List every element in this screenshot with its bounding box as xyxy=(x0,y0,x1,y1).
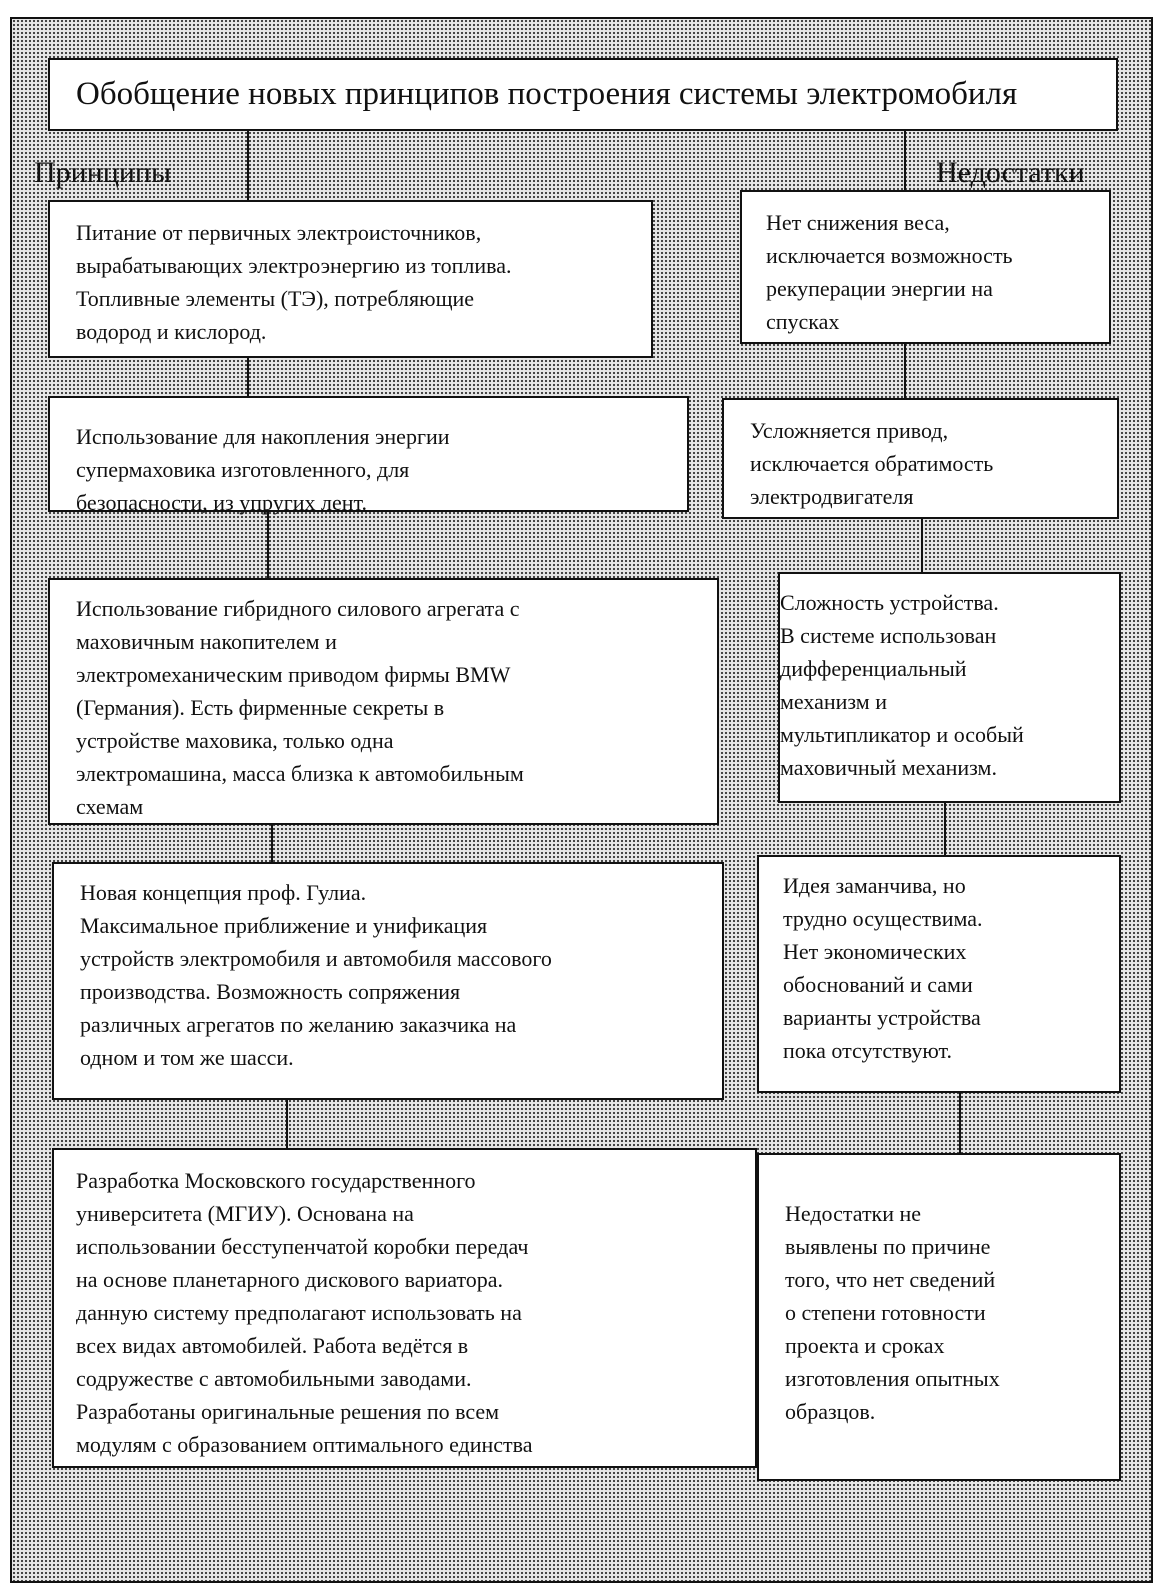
connector xyxy=(286,1098,288,1150)
connector xyxy=(904,130,906,192)
connector xyxy=(247,130,249,202)
drawback-box-3: Сложность устройства. В системе использован дифференциальный механизм и мультипликатор и особый маховичный механизм. xyxy=(778,572,1121,803)
drawback-box-1: Нет снижения веса, исключается возможность рекуперации энергии на спусках xyxy=(740,190,1111,344)
drawback-box-5: Недостатки не выявлены по причине того, что нет сведений о степени готовности проекта и сроках изготовления опытных образцов. xyxy=(757,1153,1121,1481)
connector xyxy=(921,517,923,574)
connector xyxy=(247,356,249,398)
connector xyxy=(959,1091,961,1155)
principle-box-1: Питание от первичных электроисточников, вырабатывающих электроэнергию из топлива. Топливные элементы (ТЭ), потребляющие водород и кислород. xyxy=(48,200,653,358)
drawback-box-4: Идея заманчива, но трудно осуществима. Нет экономических обоснований и сами варианты устройства пока отсутствуют. xyxy=(757,855,1121,1093)
connector xyxy=(944,801,946,857)
drawback-box-2: Усложняется привод, исключается обратимость электродвигателя xyxy=(722,398,1119,519)
connector xyxy=(271,823,273,864)
drawbacks-label: Недостатки xyxy=(936,156,1085,189)
principle-box-5: Разработка Московского государственного университета (МГИУ). Основана на использовании бесступенчатой коробки передач на основе планетарного дискового вариатора. данную систему предполагают использовать на всех видах автомобилей. Работа ведётся в содружестве с автомобильными заводами. Разработаны оригинальные решения по всем модулям с образованием оптимального единства xyxy=(52,1148,757,1468)
principle-box-2: Использование для накопления энергии супермаховика изготовленного, для безопасности, из упругих лент. xyxy=(48,396,689,512)
connector xyxy=(904,342,906,400)
principle-box-3: Использование гибридного силового агрегата с маховичным накопителем и электромеханическим приводом фирмы BMW (Германия). Есть фирменные секреты в устройстве маховика, только одна электромашина, масса близка к автомобильным схемам xyxy=(48,578,719,825)
principle-box-4: Новая концепция проф. Гулиа. Максимальное приближение и унификация устройств электромобиля и автомобиля массового производства. Возможность сопряжения различных агрегатов по желанию заказчика на одном и том же шасси. xyxy=(52,862,724,1100)
connector xyxy=(267,510,269,580)
diagram-title: Обобщение новых принципов построения системы электромобиля xyxy=(48,58,1118,131)
principles-label: Принципы xyxy=(34,156,172,189)
